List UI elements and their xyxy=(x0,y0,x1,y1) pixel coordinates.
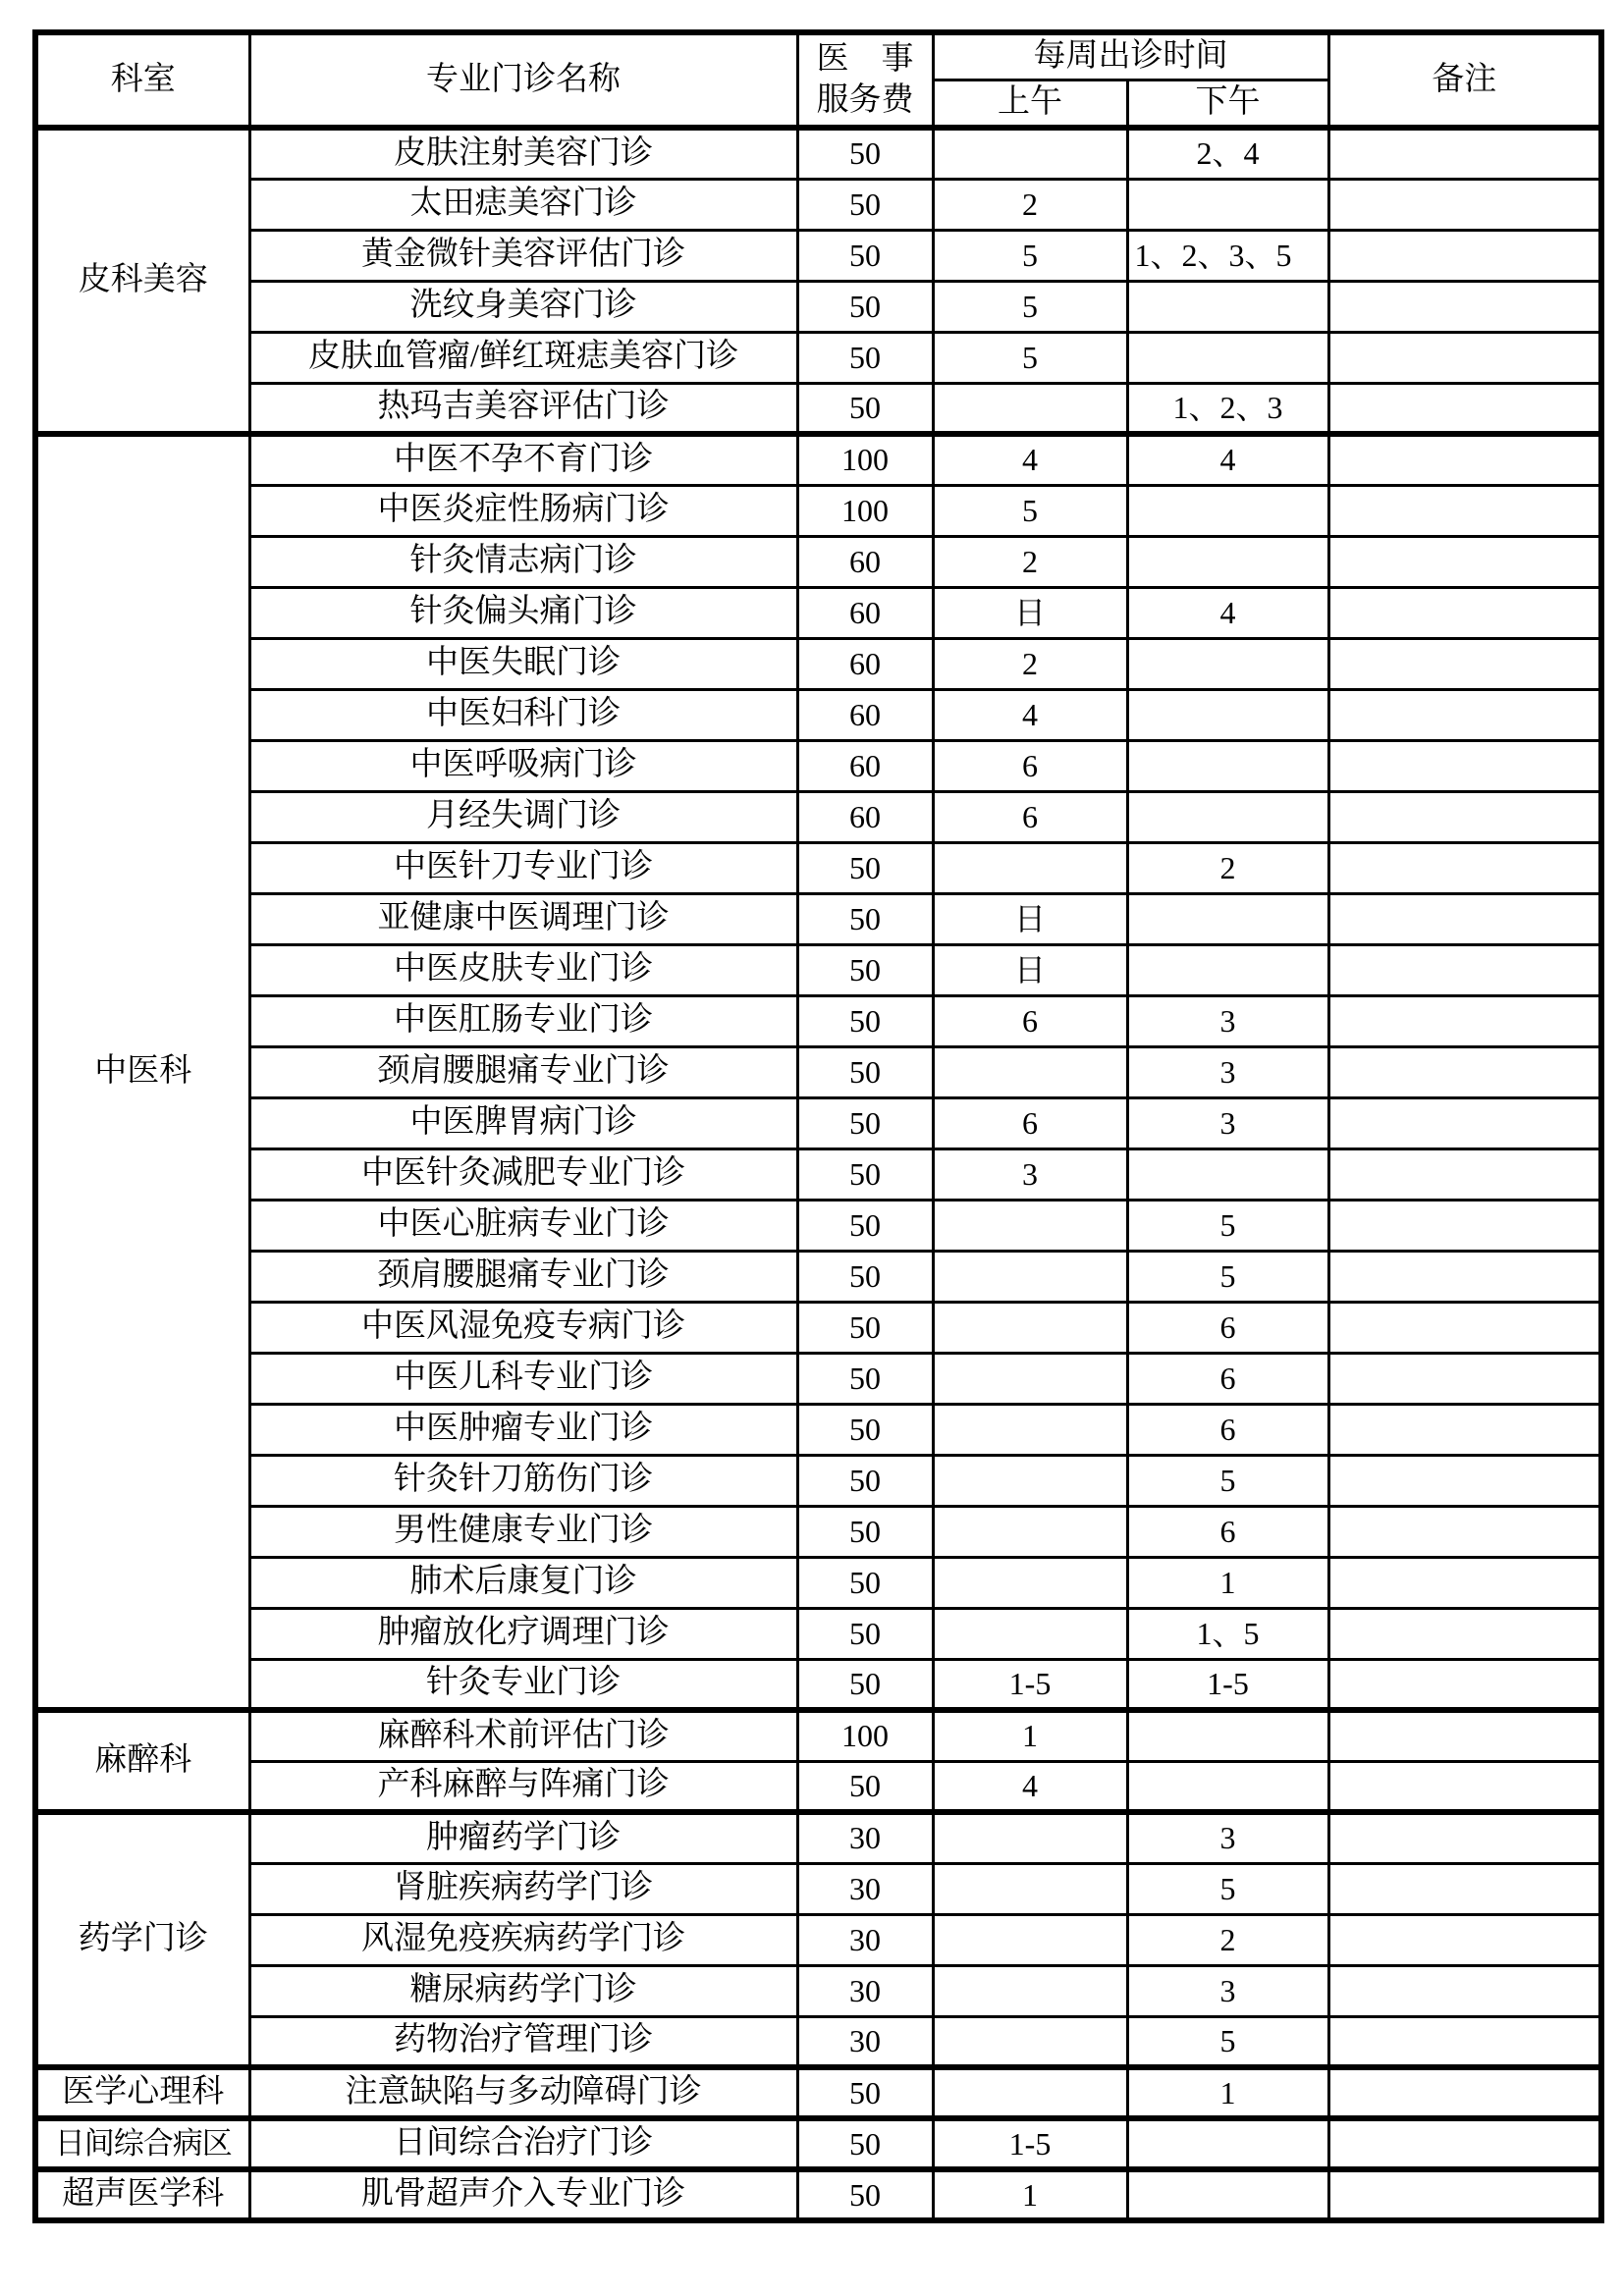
remark-cell xyxy=(1328,689,1601,740)
morning-cell xyxy=(933,1863,1127,1914)
morning-cell xyxy=(933,1557,1127,1608)
remark-cell xyxy=(1328,2169,1601,2220)
afternoon-cell: 1 xyxy=(1127,1557,1328,1608)
fee-cell: 30 xyxy=(797,2016,933,2067)
clinic-name-cell: 皮肤血管瘤/鲜红斑痣美容门诊 xyxy=(249,332,797,383)
clinic-name-cell: 中医心脏病专业门诊 xyxy=(249,1200,797,1251)
fee-cell: 50 xyxy=(797,1608,933,1659)
afternoon-cell xyxy=(1127,1710,1328,1761)
afternoon-cell xyxy=(1127,1761,1328,1812)
clinic-name-cell: 颈肩腰腿痛专业门诊 xyxy=(249,1046,797,1097)
clinic-name-cell: 皮肤注射美容门诊 xyxy=(249,128,797,179)
fee-cell: 30 xyxy=(797,1863,933,1914)
table-row xyxy=(35,740,1601,791)
morning-cell: 5 xyxy=(933,332,1127,383)
morning-cell xyxy=(933,2067,1127,2118)
remark-cell xyxy=(1328,1863,1601,1914)
remark-cell xyxy=(1328,587,1601,638)
fee-cell: 50 xyxy=(797,1761,933,1812)
morning-cell: 6 xyxy=(933,1097,1127,1148)
clinic-name-cell: 中医呼吸病门诊 xyxy=(249,740,797,791)
morning-cell: 4 xyxy=(933,1761,1127,1812)
table-header xyxy=(35,32,1601,128)
table-row xyxy=(35,1557,1601,1608)
morning-cell: 4 xyxy=(933,689,1127,740)
remark-cell xyxy=(1328,1251,1601,1302)
morning-cell: 1-5 xyxy=(933,2118,1127,2169)
clinic-name-cell: 中医风湿免疫专病门诊 xyxy=(249,1302,797,1353)
morning-cell xyxy=(933,1455,1127,1506)
morning-cell xyxy=(933,1965,1127,2016)
morning-cell xyxy=(933,128,1127,179)
remark-cell xyxy=(1328,1557,1601,1608)
afternoon-cell: 5 xyxy=(1127,1455,1328,1506)
morning-cell xyxy=(933,1812,1127,1863)
fee-cell: 100 xyxy=(797,485,933,536)
remark-cell xyxy=(1328,383,1601,434)
header-afternoon: 下午 xyxy=(1127,80,1328,129)
header-row-1 xyxy=(35,32,1601,80)
remark-cell xyxy=(1328,1455,1601,1506)
afternoon-cell xyxy=(1127,1148,1328,1200)
remark-cell xyxy=(1328,179,1601,230)
fee-cell: 50 xyxy=(797,281,933,332)
morning-cell xyxy=(933,1353,1127,1404)
afternoon-cell: 6 xyxy=(1127,1404,1328,1455)
fee-cell: 50 xyxy=(797,1200,933,1251)
fee-cell: 30 xyxy=(797,1965,933,2016)
clinic-name-cell: 太田痣美容门诊 xyxy=(249,179,797,230)
table-row xyxy=(35,1302,1601,1353)
header-department: 科室 xyxy=(35,32,249,128)
remark-cell xyxy=(1328,1659,1601,1710)
afternoon-cell xyxy=(1127,2118,1328,2169)
afternoon-cell xyxy=(1127,638,1328,689)
fee-cell: 50 xyxy=(797,2118,933,2169)
department-cell: 药学门诊 xyxy=(35,1812,249,2067)
remark-cell xyxy=(1328,1914,1601,1965)
table-row xyxy=(35,1863,1601,1914)
afternoon-cell xyxy=(1127,893,1328,944)
fee-cell: 50 xyxy=(797,1353,933,1404)
clinic-name-cell: 产科麻醉与阵痛门诊 xyxy=(249,1761,797,1812)
afternoon-cell: 1-5 xyxy=(1127,1659,1328,1710)
remark-cell xyxy=(1328,1046,1601,1097)
morning-cell: 2 xyxy=(933,179,1127,230)
afternoon-cell xyxy=(1127,2169,1328,2220)
afternoon-cell xyxy=(1127,791,1328,842)
fee-cell: 60 xyxy=(797,740,933,791)
clinic-name-cell: 颈肩腰腿痛专业门诊 xyxy=(249,1251,797,1302)
morning-cell: 日 xyxy=(933,944,1127,995)
remark-cell xyxy=(1328,1302,1601,1353)
afternoon-cell xyxy=(1127,944,1328,995)
afternoon-cell: 5 xyxy=(1127,1200,1328,1251)
afternoon-cell: 1、2、3、5 xyxy=(1127,230,1328,281)
fee-cell: 50 xyxy=(797,1046,933,1097)
afternoon-cell: 5 xyxy=(1127,1251,1328,1302)
afternoon-cell: 1 xyxy=(1127,2067,1328,2118)
afternoon-cell xyxy=(1127,281,1328,332)
remark-cell xyxy=(1328,536,1601,587)
clinic-name-cell: 中医针刀专业门诊 xyxy=(249,842,797,893)
clinic-name-cell: 日间综合治疗门诊 xyxy=(249,2118,797,2169)
table-row xyxy=(35,1353,1601,1404)
fee-cell: 50 xyxy=(797,2169,933,2220)
table-row xyxy=(35,281,1601,332)
department-cell: 医学心理科 xyxy=(35,2067,249,2118)
clinic-name-cell: 中医失眠门诊 xyxy=(249,638,797,689)
morning-cell xyxy=(933,1608,1127,1659)
remark-cell xyxy=(1328,791,1601,842)
header-morning: 上午 xyxy=(933,80,1127,129)
fee-cell: 60 xyxy=(797,638,933,689)
remark-cell xyxy=(1328,1965,1601,2016)
afternoon-cell: 6 xyxy=(1127,1302,1328,1353)
table-row xyxy=(35,1200,1601,1251)
morning-cell xyxy=(933,1046,1127,1097)
table-row xyxy=(35,332,1601,383)
afternoon-cell: 3 xyxy=(1127,1046,1328,1097)
fee-cell: 30 xyxy=(797,1812,933,1863)
afternoon-cell: 3 xyxy=(1127,1097,1328,1148)
morning-cell: 日 xyxy=(933,587,1127,638)
morning-cell: 1-5 xyxy=(933,1659,1127,1710)
clinic-name-cell: 热玛吉美容评估门诊 xyxy=(249,383,797,434)
remark-cell xyxy=(1328,1812,1601,1863)
afternoon-cell xyxy=(1127,485,1328,536)
clinic-name-cell: 亚健康中医调理门诊 xyxy=(249,893,797,944)
morning-cell: 2 xyxy=(933,638,1127,689)
clinic-name-cell: 注意缺陷与多动障碍门诊 xyxy=(249,2067,797,2118)
remark-cell xyxy=(1328,1710,1601,1761)
morning-cell xyxy=(933,1302,1127,1353)
clinic-name-cell: 男性健康专业门诊 xyxy=(249,1506,797,1557)
table-row xyxy=(35,1506,1601,1557)
table-row xyxy=(35,791,1601,842)
department-cell: 中医科 xyxy=(35,434,249,1710)
header-remark: 备注 xyxy=(1328,32,1601,128)
clinic-schedule-table xyxy=(32,29,1604,2223)
table-row xyxy=(35,842,1601,893)
clinic-name-cell: 中医脾胃病门诊 xyxy=(249,1097,797,1148)
table-row xyxy=(35,1148,1601,1200)
afternoon-cell: 1、5 xyxy=(1127,1608,1328,1659)
remark-cell xyxy=(1328,1608,1601,1659)
header-clinic-name: 专业门诊名称 xyxy=(249,32,797,128)
table-row xyxy=(35,1812,1601,1863)
clinic-name-cell: 中医不孕不育门诊 xyxy=(249,434,797,485)
morning-cell: 4 xyxy=(933,434,1127,485)
fee-cell: 50 xyxy=(797,2067,933,2118)
fee-cell: 100 xyxy=(797,1710,933,1761)
clinic-name-cell: 药物治疗管理门诊 xyxy=(249,2016,797,2067)
fee-cell: 60 xyxy=(797,689,933,740)
table-row xyxy=(35,230,1601,281)
fee-cell: 50 xyxy=(797,1557,933,1608)
morning-cell xyxy=(933,1200,1127,1251)
table-row xyxy=(35,536,1601,587)
header-fee-line2: 服务费 xyxy=(816,81,914,118)
clinic-name-cell: 针灸偏头痛门诊 xyxy=(249,587,797,638)
clinic-name-cell: 中医肛肠专业门诊 xyxy=(249,995,797,1046)
clinic-name-cell: 针灸针刀筋伤门诊 xyxy=(249,1455,797,1506)
remark-cell xyxy=(1328,1200,1601,1251)
header-fee xyxy=(797,32,933,128)
clinic-name-cell: 中医炎症性肠病门诊 xyxy=(249,485,797,536)
morning-cell: 6 xyxy=(933,740,1127,791)
remark-cell xyxy=(1328,1404,1601,1455)
clinic-name-cell: 黄金微针美容评估门诊 xyxy=(249,230,797,281)
clinic-name-cell: 糖尿病药学门诊 xyxy=(249,1965,797,2016)
table-row xyxy=(35,1965,1601,2016)
morning-cell: 5 xyxy=(933,230,1127,281)
remark-cell xyxy=(1328,842,1601,893)
afternoon-cell xyxy=(1127,740,1328,791)
department-cell: 超声医学科 xyxy=(35,2169,249,2220)
morning-cell: 5 xyxy=(933,281,1127,332)
remark-cell xyxy=(1328,638,1601,689)
table-row xyxy=(35,1046,1601,1097)
clinic-name-cell: 中医儿科专业门诊 xyxy=(249,1353,797,1404)
table-row xyxy=(35,893,1601,944)
table-row xyxy=(35,995,1601,1046)
fee-cell: 50 xyxy=(797,1302,933,1353)
table-row xyxy=(35,1097,1601,1148)
table-row xyxy=(35,1914,1601,1965)
remark-cell xyxy=(1328,1506,1601,1557)
remark-cell xyxy=(1328,128,1601,179)
fee-cell: 50 xyxy=(797,1097,933,1148)
table-row xyxy=(35,2067,1601,2118)
fee-cell: 60 xyxy=(797,536,933,587)
morning-cell: 6 xyxy=(933,995,1127,1046)
clinic-name-cell: 针灸专业门诊 xyxy=(249,1659,797,1710)
table-row xyxy=(35,587,1601,638)
table-row xyxy=(35,2016,1601,2067)
table-row xyxy=(35,1251,1601,1302)
table-row xyxy=(35,485,1601,536)
clinic-name-cell: 肺术后康复门诊 xyxy=(249,1557,797,1608)
fee-cell: 50 xyxy=(797,944,933,995)
fee-cell: 50 xyxy=(797,1404,933,1455)
remark-cell xyxy=(1328,1353,1601,1404)
afternoon-cell: 2 xyxy=(1127,1914,1328,1965)
afternoon-cell xyxy=(1127,689,1328,740)
morning-cell: 2 xyxy=(933,536,1127,587)
morning-cell xyxy=(933,1404,1127,1455)
table-row xyxy=(35,179,1601,230)
table-row xyxy=(35,2169,1601,2220)
table-row xyxy=(35,944,1601,995)
afternoon-cell: 6 xyxy=(1127,1353,1328,1404)
table-row xyxy=(35,638,1601,689)
morning-cell xyxy=(933,1914,1127,1965)
remark-cell xyxy=(1328,434,1601,485)
remark-cell xyxy=(1328,2118,1601,2169)
remark-cell xyxy=(1328,281,1601,332)
remark-cell xyxy=(1328,2016,1601,2067)
remark-cell xyxy=(1328,1148,1601,1200)
fee-cell: 50 xyxy=(797,1659,933,1710)
morning-cell xyxy=(933,842,1127,893)
morning-cell xyxy=(933,383,1127,434)
afternoon-cell: 1、2、3 xyxy=(1127,383,1328,434)
table-row xyxy=(35,383,1601,434)
fee-cell: 50 xyxy=(797,842,933,893)
clinic-name-cell: 洗纹身美容门诊 xyxy=(249,281,797,332)
table-body xyxy=(35,128,1601,2220)
table-row xyxy=(35,434,1601,485)
afternoon-cell: 4 xyxy=(1127,434,1328,485)
fee-cell: 50 xyxy=(797,1455,933,1506)
clinic-name-cell: 风湿免疫疾病药学门诊 xyxy=(249,1914,797,1965)
clinic-name-cell: 针灸情志病门诊 xyxy=(249,536,797,587)
table-row xyxy=(35,1608,1601,1659)
remark-cell xyxy=(1328,1761,1601,1812)
header-fee-line1: 医 事 xyxy=(816,41,914,78)
fee-cell: 50 xyxy=(797,230,933,281)
afternoon-cell: 2 xyxy=(1127,842,1328,893)
fee-cell: 60 xyxy=(797,587,933,638)
table-row xyxy=(35,128,1601,179)
clinic-name-cell: 肿瘤药学门诊 xyxy=(249,1812,797,1863)
fee-cell: 60 xyxy=(797,791,933,842)
remark-cell xyxy=(1328,944,1601,995)
afternoon-cell: 5 xyxy=(1127,1863,1328,1914)
morning-cell xyxy=(933,1251,1127,1302)
header-schedule: 每周出诊时间 xyxy=(933,32,1328,80)
clinic-name-cell: 中医肿瘤专业门诊 xyxy=(249,1404,797,1455)
fee-cell: 30 xyxy=(797,1914,933,1965)
fee-cell: 50 xyxy=(797,1251,933,1302)
afternoon-cell: 4 xyxy=(1127,587,1328,638)
remark-cell xyxy=(1328,2067,1601,2118)
afternoon-cell: 2、4 xyxy=(1127,128,1328,179)
fee-cell: 50 xyxy=(797,893,933,944)
remark-cell xyxy=(1328,230,1601,281)
table-row xyxy=(35,1455,1601,1506)
fee-cell: 50 xyxy=(797,995,933,1046)
department-cell: 皮科美容 xyxy=(35,128,249,434)
afternoon-cell: 6 xyxy=(1127,1506,1328,1557)
clinic-name-cell: 肌骨超声介入专业门诊 xyxy=(249,2169,797,2220)
afternoon-cell: 3 xyxy=(1127,1965,1328,2016)
afternoon-cell xyxy=(1127,536,1328,587)
table-row xyxy=(35,1404,1601,1455)
clinic-name-cell: 中医妇科门诊 xyxy=(249,689,797,740)
fee-cell: 50 xyxy=(797,179,933,230)
afternoon-cell: 3 xyxy=(1127,995,1328,1046)
morning-cell: 5 xyxy=(933,485,1127,536)
clinic-name-cell: 肾脏疾病药学门诊 xyxy=(249,1863,797,1914)
remark-cell xyxy=(1328,995,1601,1046)
remark-cell xyxy=(1328,1097,1601,1148)
afternoon-cell: 3 xyxy=(1127,1812,1328,1863)
table-row xyxy=(35,1761,1601,1812)
morning-cell: 1 xyxy=(933,1710,1127,1761)
afternoon-cell xyxy=(1127,179,1328,230)
morning-cell: 6 xyxy=(933,791,1127,842)
morning-cell xyxy=(933,1506,1127,1557)
table-row xyxy=(35,1710,1601,1761)
remark-cell xyxy=(1328,740,1601,791)
remark-cell xyxy=(1328,893,1601,944)
remark-cell xyxy=(1328,485,1601,536)
morning-cell: 1 xyxy=(933,2169,1127,2220)
morning-cell xyxy=(933,2016,1127,2067)
fee-cell: 100 xyxy=(797,434,933,485)
fee-cell: 50 xyxy=(797,1506,933,1557)
clinic-name-cell: 麻醉科术前评估门诊 xyxy=(249,1710,797,1761)
clinic-name-cell: 中医针灸减肥专业门诊 xyxy=(249,1148,797,1200)
department-cell: 日间综合病区 xyxy=(35,2118,249,2169)
morning-cell: 3 xyxy=(933,1148,1127,1200)
table-row xyxy=(35,2118,1601,2169)
afternoon-cell xyxy=(1127,332,1328,383)
fee-cell: 50 xyxy=(797,383,933,434)
fee-cell: 50 xyxy=(797,128,933,179)
table-row xyxy=(35,689,1601,740)
clinic-name-cell: 月经失调门诊 xyxy=(249,791,797,842)
clinic-name-cell: 肿瘤放化疗调理门诊 xyxy=(249,1608,797,1659)
department-cell: 麻醉科 xyxy=(35,1710,249,1812)
fee-cell: 50 xyxy=(797,332,933,383)
table-row xyxy=(35,1659,1601,1710)
fee-cell: 50 xyxy=(797,1148,933,1200)
morning-cell: 日 xyxy=(933,893,1127,944)
remark-cell xyxy=(1328,332,1601,383)
clinic-name-cell: 中医皮肤专业门诊 xyxy=(249,944,797,995)
afternoon-cell: 5 xyxy=(1127,2016,1328,2067)
